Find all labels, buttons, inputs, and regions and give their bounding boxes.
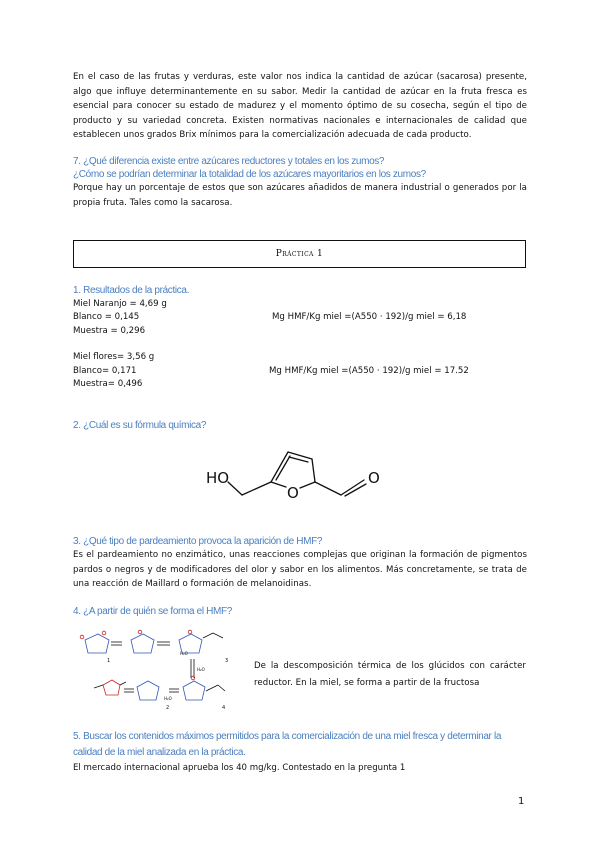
practice-section-title: Práctica 1: [275, 249, 324, 259]
hmf-structure-diagram: [200, 438, 400, 510]
orange-hmf-formula: Mg HMF/Kg miel =(A550 · 192)/g miel = 6,18: [272, 312, 467, 322]
page-number: 1: [518, 796, 525, 807]
q7-answer: Porque hay un porcentaje de estos que son azúcares añadidos de manera industrial o generados por la propia fruta. Tales como la sacarosa.: [73, 183, 527, 208]
practice-section-box: [73, 240, 526, 268]
flowers-sample: Muestra= 0,496: [73, 379, 143, 389]
scheme-label-1: 1: [107, 658, 111, 664]
ho-label: HO: [206, 469, 230, 487]
carbonyl-oxygen-label: O: [368, 469, 380, 487]
q5-answer: El mercado internacional aprueba los 40 mg/kg. Contestado en la pregunta 1: [73, 763, 406, 773]
scheme-h2o-bottom: H₂O: [164, 696, 172, 701]
scheme-label-4: 4: [222, 705, 226, 711]
q4-answer: De la descomposición térmica de los glúcidos con carácter reductor. En la miel, se forma a partir de la fructosa: [254, 661, 526, 688]
q7-question-line2: ¿Cómo se podrían determinar la totalidad de los azúcares mayoritarios en los zumos?: [73, 169, 426, 180]
q4-question: 4. ¿A partir de quién se forma el HMF?: [73, 606, 232, 617]
q2-question: 2. ¿Cuál es su fórmula química?: [73, 420, 207, 431]
scheme-label-2: 2: [166, 705, 170, 711]
q7-question-line1: 7. ¿Qué diferencia existe entre azúcares reductores y totales en los zumos?: [73, 156, 385, 167]
q5-question: 5. Buscar los contenidos máximos permitidos para la comercialización de una miel fresca y determinar la calidad de la miel analizada en la práctica.: [73, 731, 502, 758]
orange-sample: Muestra = 0,296: [73, 326, 146, 336]
q3-question: 3. ¿Qué tipo de pardeamiento provoca la aparición de HMF?: [73, 536, 323, 547]
scheme-h2o-middle: H₂O: [197, 667, 205, 672]
scheme-h2o-top: H₂O: [180, 651, 188, 656]
flowers-honey-weight: Miel flores= 3,56 g: [73, 352, 155, 362]
q3-answer: Es el pardeamiento no enzimático, unas reacciones complejas que originan la formación de pigmentos pardos o negros y de modificadores del olor y sabor en los alimentos. Más concretamente, se trata de una reacción de Maillard o formación de melanoidinas.: [73, 550, 527, 590]
intro-paragraph: En el caso de las frutas y verduras, este valor nos indica la cantidad de azúcar (sacarosa) presente, algo que influye determinantemente en su sabor. Medir la cantidad de azúcar en la fruta fresca es esencial para conocer su estado de madurez y el momento óptimo de su cosecha, según el tipo de producto y su variedad concreta. Existen normativas nacionales e internacionales de calidad que establecen unos grados Brix mínimos para la comercialización adecuada de cada producto.: [73, 72, 527, 141]
ring-oxygen-label: O: [287, 484, 299, 502]
flowers-blank: Blanco= 0,171: [73, 366, 137, 376]
orange-honey-weight: Miel Naranjo = 4,69 g: [73, 299, 167, 309]
flowers-hmf-formula: Mg HMF/Kg miel =(A550 · 192)/g miel = 17.52: [269, 366, 469, 376]
orange-blank: Blanco = 0,145: [73, 312, 140, 322]
results-heading: 1. Resultados de la práctica.: [73, 285, 190, 296]
scheme-label-3: 3: [225, 658, 229, 664]
hmf-formation-scheme: [73, 625, 245, 715]
